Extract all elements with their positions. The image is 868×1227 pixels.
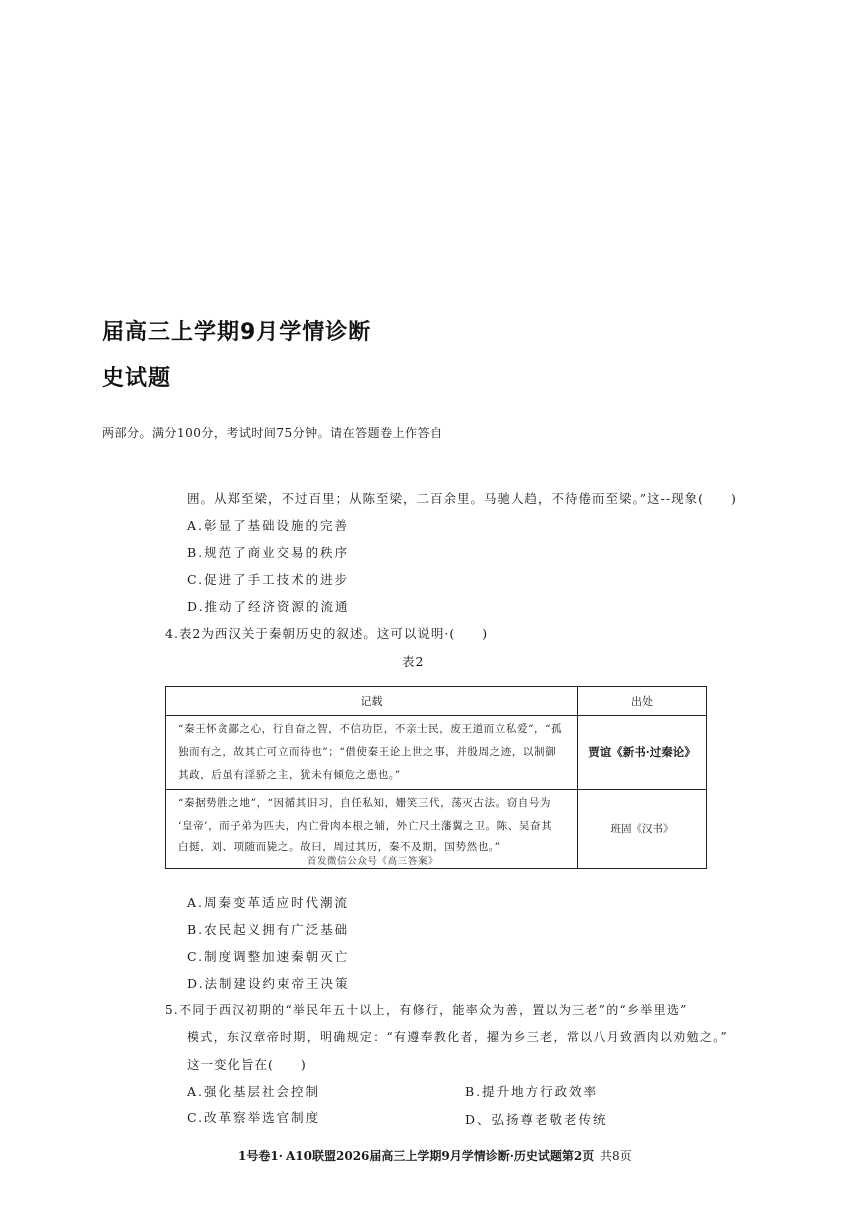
q4-option-a: A.周秦变革适应时代潮流 <box>187 895 350 910</box>
q4-option-b: B.农民起义拥有广泛基础 <box>187 922 350 937</box>
table-header-row <box>166 687 707 716</box>
footer-volume-label: 1号卷1· <box>238 1149 283 1163</box>
source-cell-1: 贾谊《新书·过秦论》 <box>578 716 707 790</box>
history-records-table <box>165 686 707 869</box>
q4-stem: 4.表2为西汉关于秦朝历史的叙述。这可以说明·( ) <box>165 626 489 641</box>
q4-option-c: C.制度调整加速秦朝灭亡 <box>187 949 350 964</box>
exam-title: 届高三上学期9月学情诊断 <box>102 320 372 345</box>
table-header-record: 记载 <box>166 687 578 716</box>
footer-page-info: A10联盟2026届高三上学期9月学情诊断·历史试题第2页 <box>286 1149 595 1163</box>
q5-option-d: D、弘扬尊老敬老传统 <box>465 1112 608 1127</box>
table-header-source: 出处 <box>578 687 707 716</box>
q5-option-c: C.改革察举选官制度 <box>187 1110 321 1125</box>
q3-option-c: C.促进了手工技术的进步 <box>187 572 350 587</box>
footer-total-pages: 共8页 <box>600 1149 632 1163</box>
q5-stem-line-2: 模式，东汉章帝时期，明确规定：“有遵奉教化者，擢为乡三老，常以八月致酒肉以劝勉之。” <box>187 1030 728 1044</box>
q5-option-b: B.提升地方行政效率 <box>465 1084 599 1099</box>
exam-instructions: 两部分。满分100分，考试时间75分钟。请在答题卷上作答自 <box>102 426 443 440</box>
record-1-line: 其政，后虽有淫骄之主，犹未有倾危之患也。” <box>178 769 401 781</box>
table-row <box>166 790 707 869</box>
record-1-line: 独而有之，故其亡可立而待也”；“借使秦王论上世之事，并殷周之迹，以制御 <box>178 746 557 758</box>
q3-option-a: A.彰显了基础设施的完善 <box>187 518 350 533</box>
record-2-line: ‘皇帝’，而子弟为匹夫，内亡骨肉本根之辅，外亡尺土藩翼之卫。陈、吴奋其 <box>178 820 553 832</box>
record-cell-1 <box>166 716 578 790</box>
table-caption: 表2 <box>402 654 425 669</box>
record-1-line: “秦王怀贪鄙之心，行自奋之智，不信功臣，不亲士民，废王道而立私爱”，“孤 <box>178 723 563 735</box>
q3-stem: 囲。从郑至梁，不过百里；从陈至梁，二百余里。马驰人趋，不待倦而至梁。”这--现象( ) <box>187 491 737 506</box>
record-cell-2 <box>166 790 578 869</box>
record-2-line: “秦据势胜之地”，“因循其旧习，自任私知，姗笑三代，荡灭古法。窃自号为 <box>178 797 552 809</box>
q3-option-b: B.规范了商业交易的秩序 <box>187 545 350 560</box>
q3-option-d: D.推动了经济资源的流通 <box>187 599 350 614</box>
record-2-line: 白挺，刘、项随而毙之。故曰，周过其历，秦不及期，国势然也。” <box>178 841 501 853</box>
q5-option-a: A.强化基层社会控制 <box>187 1084 321 1099</box>
q4-option-d: D.法制建设约束帝王决策 <box>187 976 350 991</box>
watermark-text: 首发微信公众号《高三答案》 <box>306 856 439 867</box>
exam-subject-title: 史试题 <box>102 366 172 391</box>
source-cell-2: 班固《汉书》 <box>578 790 707 869</box>
table-row <box>166 716 707 790</box>
q5-stem-line-3: 这一变化旨在( ) <box>187 1057 307 1072</box>
q5-stem-line-1: 5.不同于西汉初期的“举民年五十以上，有修行，能率众为善，置以为三老”的“乡举里选” <box>165 1003 688 1017</box>
